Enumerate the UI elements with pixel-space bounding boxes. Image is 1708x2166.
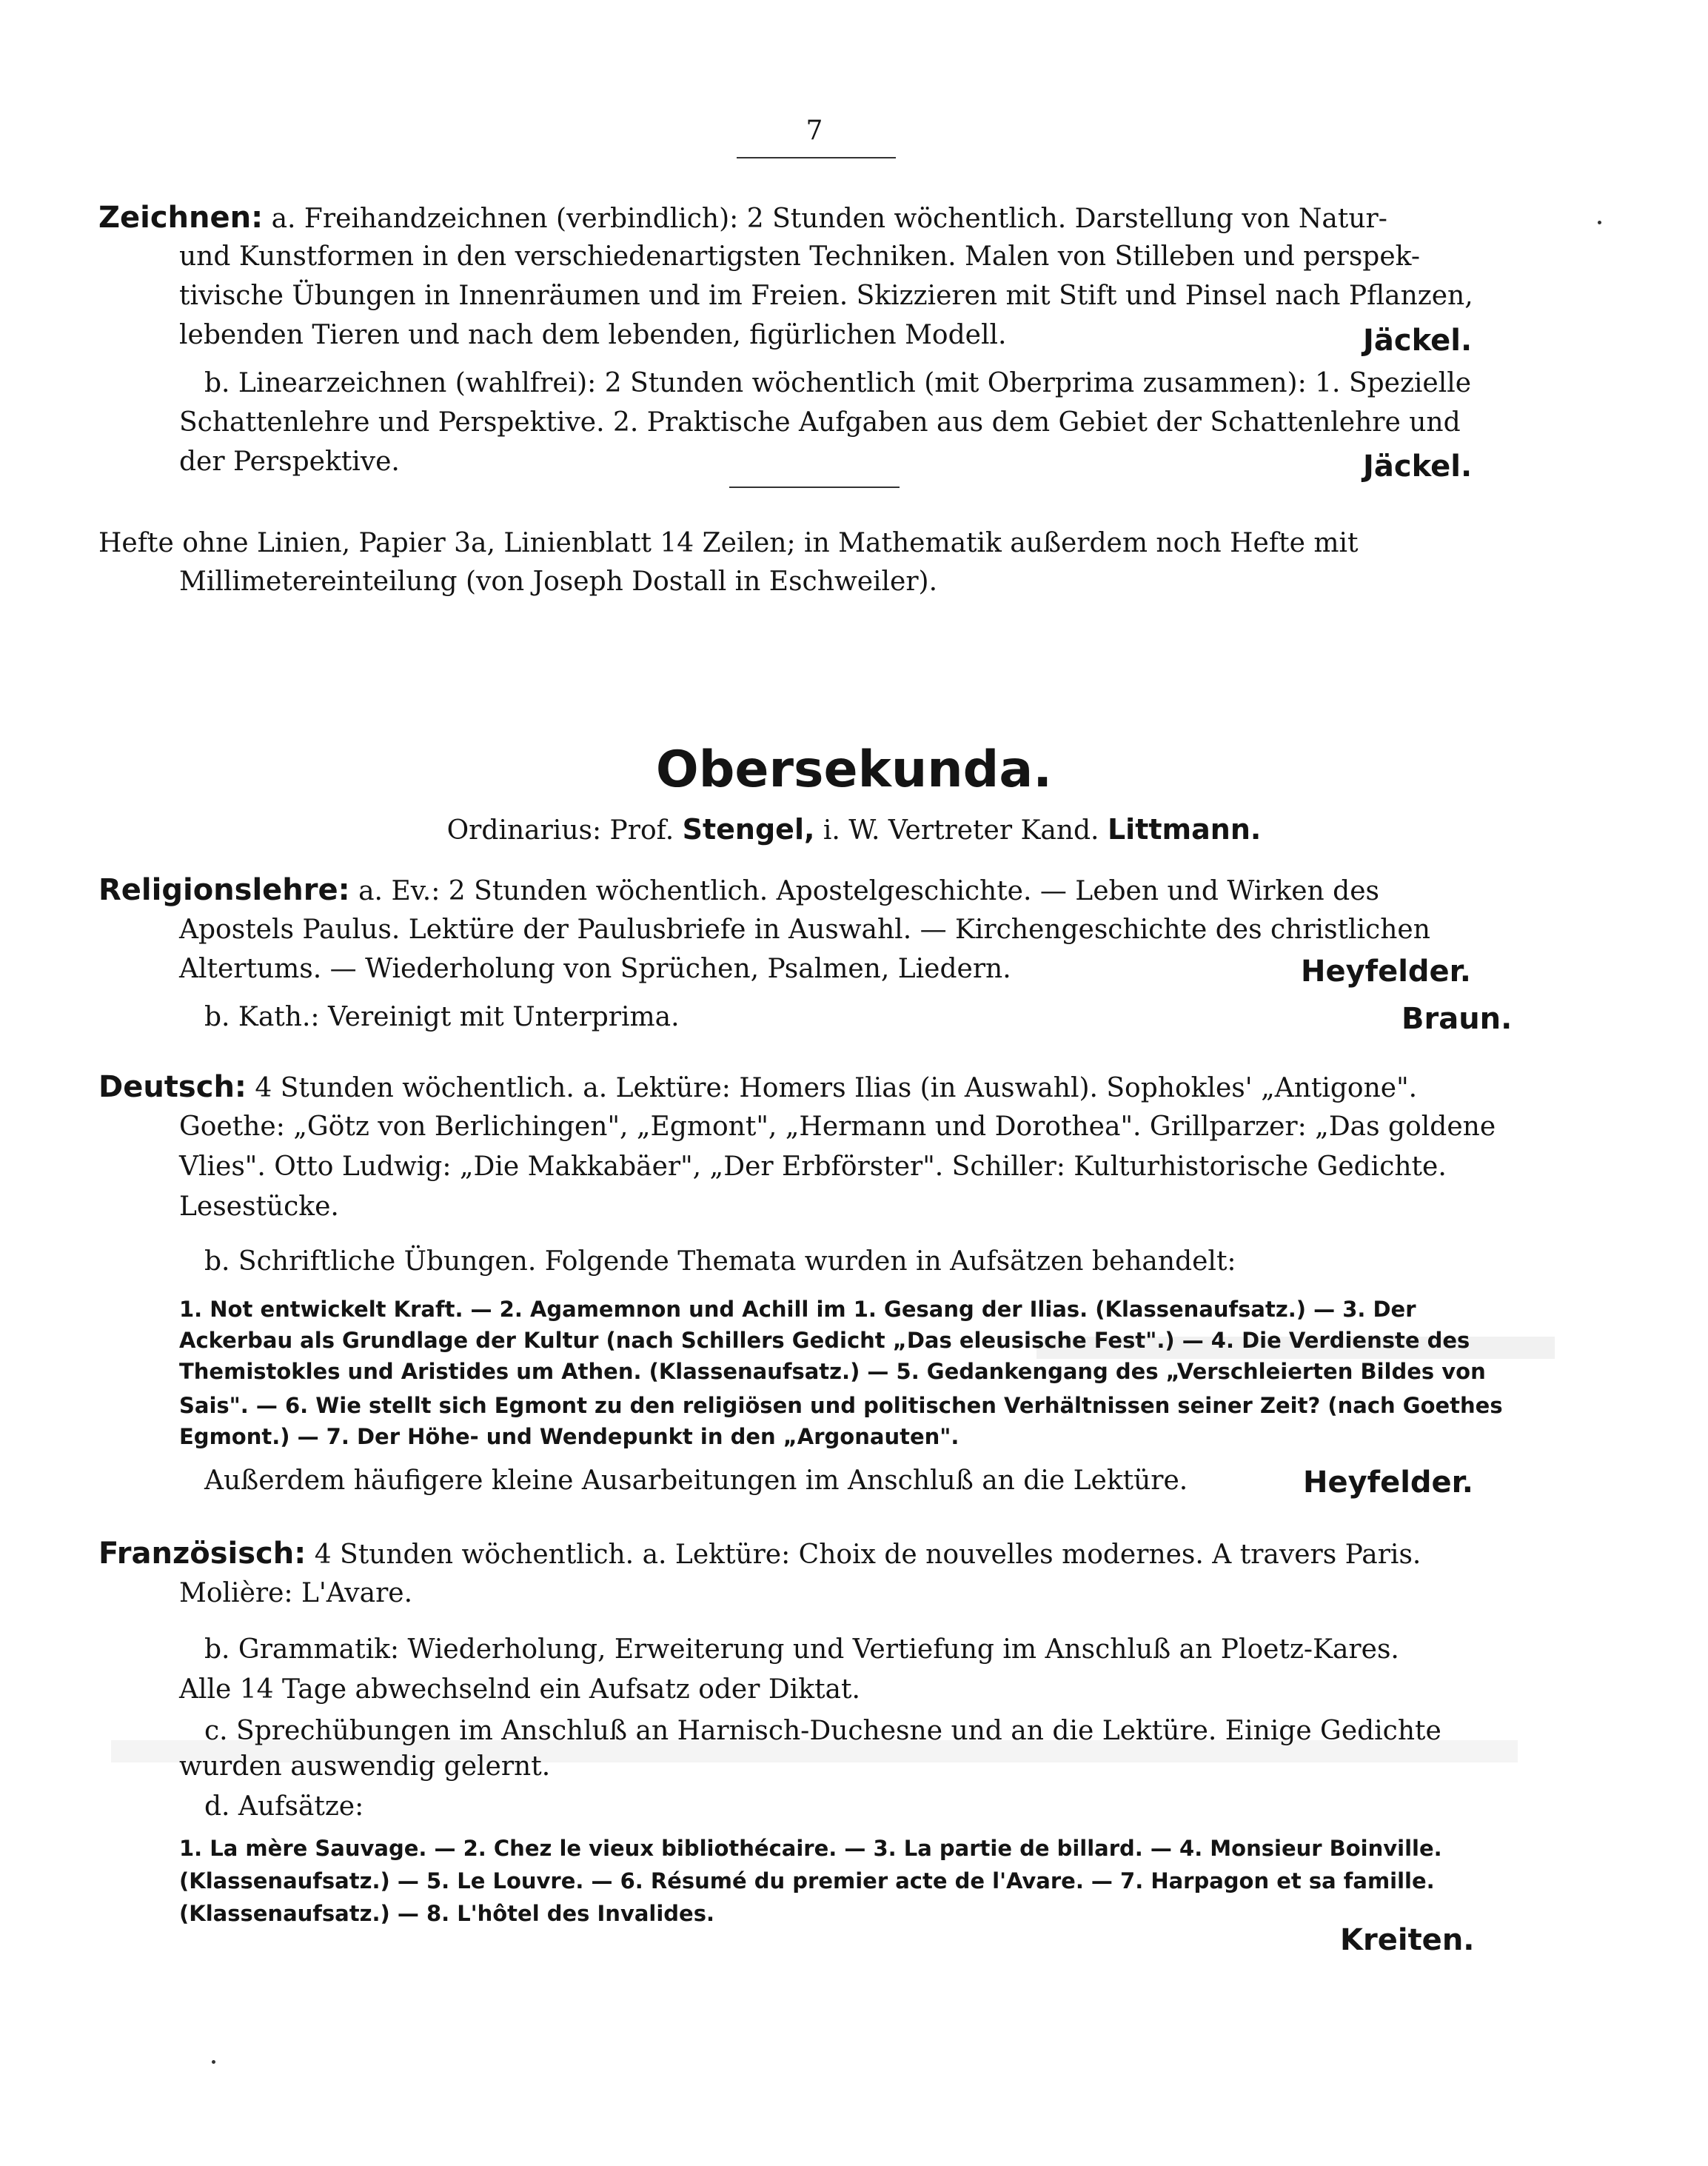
franzoesisch-line: c. Sprechübungen im Anschluß an Harnisch-Duchesne und an die Lektüre. Einige Gedichte	[204, 1716, 1441, 1746]
zeichnen-line: lebenden Tieren und nach dem lebenden, figürlichen Modell.	[179, 320, 1007, 350]
deutsch-theme-line: 1. Not entwickelt Kraft. — 2. Agamemnon und Achill im 1. Gesang der Ilias. (Klassenaufsatz.) — 3. Der	[179, 1297, 1416, 1322]
zeichnen-line: Schattenlehre und Perspektive. 2. Praktische Aufgaben aus dem Gebiet der Schattenlehre und	[179, 407, 1461, 438]
franzoesisch-theme-line: (Klassenaufsatz.) — 8. L'hôtel des Invalides.	[179, 1901, 715, 1926]
religion-line: Apostels Paulus. Lektüre der Paulusbriefe in Auswahl. — Kirchengeschichte des christlichen	[179, 915, 1430, 945]
section-rule	[729, 487, 900, 488]
ink-speck	[212, 2060, 215, 2064]
teacher-name: Jäckel.	[1363, 449, 1473, 484]
teacher-name: Kreiten.	[1340, 1923, 1475, 1957]
zeichnen-line: tivische Übungen in Innenräumen und im Freien. Skizzieren mit Stift und Pinsel nach Pflanzen,	[179, 281, 1473, 311]
ordinarius-prefix: Ordinarius: Prof.	[446, 815, 674, 846]
religion-heading: Religionslehre:	[98, 873, 350, 907]
franzoesisch-heading: Französisch:	[98, 1537, 307, 1571]
franzoesisch-line: wurden auswendig gelernt.	[179, 1751, 551, 1782]
deutsch-line: b. Schriftliche Übungen. Folgende Themata wurden in Aufsätzen behandelt:	[204, 1246, 1236, 1277]
franzoesisch-line: Alle 14 Tage abwechselnd ein Aufsatz oder Diktat.	[179, 1674, 860, 1705]
deutsch-line: Goethe: „Götz von Berlichingen", „Egmont", „Hermann und Dorothea". Grillparzer: „Das goldene	[179, 1112, 1496, 1142]
deutsch-theme-line: Themistokles und Aristides um Athen. (Klassenaufsatz.) — 5. Gedankengang des „Verschleierten Bildes von	[179, 1359, 1486, 1384]
zeichnen-line-1	[98, 201, 1387, 234]
vertreter-name: Littmann.	[1107, 813, 1262, 846]
religion-line: b. Kath.: Vereinigt mit Unterprima.	[204, 1002, 680, 1032]
zeichnen-line: b. Linearzeichnen (wahlfrei): 2 Stunden wöchentlich (mit Oberprima zusammen): 1. Spezielle	[204, 368, 1472, 398]
deutsch-theme-line: Ackerbau als Grundlage der Kultur (nach Schillers Gedicht „Das eleusische Fest".) — 4. Die Verdienste des	[179, 1328, 1470, 1353]
ordinarius-line	[0, 813, 1708, 847]
teacher-name: Braun.	[1401, 1002, 1513, 1036]
zeichnen-heading: Zeichnen:	[98, 201, 264, 235]
deutsch-theme-line: Sais". — 6. Wie stellt sich Egmont zu den religiösen und politischen Verhältnissen seiner Zeit? (nach Goethes	[179, 1393, 1503, 1418]
religion-text: a. Ev.: 2 Stunden wöchentlich. Apostelgeschichte. — Leben und Wirken des	[358, 876, 1380, 906]
class-title: Obersekunda.	[655, 741, 1053, 799]
franzoesisch-line: d. Aufsätze:	[204, 1791, 364, 1822]
deutsch-line: Lesestücke.	[179, 1191, 339, 1222]
header-rule	[737, 157, 896, 158]
deutsch-line-1	[98, 1071, 1417, 1103]
franzoesisch-theme-line: (Klassenaufsatz.) — 5. Le Louvre. — 6. Résumé du premier acte de l'Avare. — 7. Harpagon et sa famille.	[179, 1868, 1435, 1893]
franzoesisch-line: b. Grammatik: Wiederholung, Erweiterung und Vertiefung im Anschluß an Ploetz-Kares.	[204, 1634, 1399, 1665]
teacher-name: Heyfelder.	[1301, 955, 1471, 989]
zeichnen-line: der Perspektive.	[179, 447, 400, 477]
vertreter-prefix: i. W. Vertreter Kand.	[823, 815, 1099, 846]
deutsch-heading: Deutsch:	[98, 1070, 247, 1104]
deutsch-line: Außerdem häufigere kleine Ausarbeitungen im Anschluß an die Lektüre.	[204, 1465, 1188, 1496]
hefte-line: Hefte ohne Linien, Papier 3a, Linienblatt 14 Zeilen; in Mathematik außerdem noch Hefte mit	[98, 528, 1359, 558]
franzoesisch-line: Molière: L'Avare.	[179, 1578, 413, 1608]
teacher-name: Jäckel.	[1363, 324, 1473, 358]
ordinarius-name: Stengel,	[682, 813, 815, 846]
zeichnen-text: a. Freihandzeichnen (verbindlich): 2 Stunden wöchentlich. Darstellung von Natur-	[271, 204, 1387, 234]
religion-line-1	[98, 874, 1379, 906]
religion-line: Altertums. — Wiederholung von Sprüchen, Psalmen, Liedern.	[179, 954, 1011, 984]
teacher-name: Heyfelder.	[1303, 1465, 1473, 1500]
page-number: 7	[806, 116, 823, 146]
deutsch-line: Vlies". Otto Ludwig: „Die Makkabäer", „Der Erbförster". Schiller: Kulturhistorische Gedichte.	[179, 1151, 1447, 1182]
deutsch-text: 4 Stunden wöchentlich. a. Lektüre: Homers Ilias (in Auswahl). Sophokles' „Antigone".	[255, 1073, 1418, 1103]
hefte-line: Millimetereinteilung (von Joseph Dostall in Eschweiler).	[179, 566, 938, 597]
deutsch-theme-line: Egmont.) — 7. Der Höhe- und Wendepunkt in den „Argonauten".	[179, 1424, 960, 1449]
zeichnen-line: und Kunstformen in den verschiedenartigsten Techniken. Malen von Stilleben und perspek-	[179, 241, 1420, 272]
franzoesisch-text: 4 Stunden wöchentlich. a. Lektüre: Choix de nouvelles modernes. A travers Paris.	[314, 1540, 1421, 1570]
franzoesisch-theme-line: 1. La mère Sauvage. — 2. Chez le vieux bibliothécaire. — 3. La partie de billard. — 4. Monsieur Boinville.	[179, 1836, 1442, 1861]
franzoesisch-line-1	[98, 1537, 1421, 1570]
ink-speck	[1598, 221, 1601, 224]
